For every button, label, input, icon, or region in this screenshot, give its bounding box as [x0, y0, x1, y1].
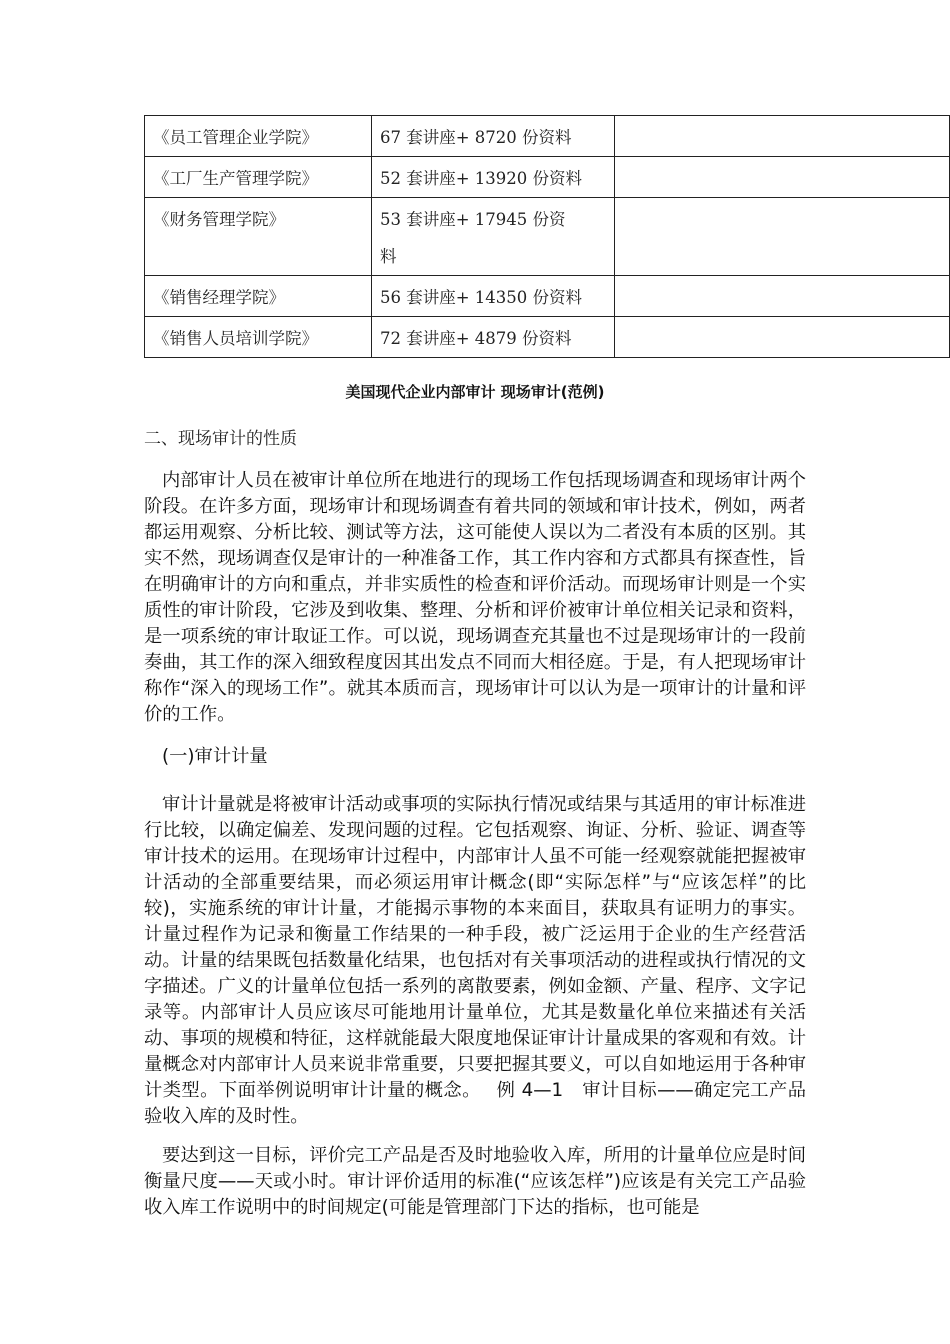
table-cell-content: 56 套讲座+ 14350 份资料 — [372, 276, 615, 317]
table-cell-name: 《销售经理学院》 — [145, 276, 372, 317]
subheading: (一)审计计量 — [162, 746, 268, 767]
table-row — [145, 116, 950, 157]
table-cell-content: 52 套讲座+ 13920 份资料 — [372, 157, 615, 198]
table-row — [145, 157, 950, 198]
table-cell-name: 《财务管理学院》 — [145, 198, 372, 276]
table-cell-content: 72 套讲座+ 4879 份资料 — [372, 317, 615, 358]
document-title: 美国现代企业内部审计 现场审计(范例) — [345, 383, 605, 401]
catalog-table — [144, 115, 950, 358]
table-cell-name: 《工厂生产管理学院》 — [145, 157, 372, 198]
table-cell-name: 《员工管理企业学院》 — [145, 116, 372, 157]
table-cell-name: 《销售人员培训学院》 — [145, 317, 372, 358]
table-cell-note — [615, 157, 950, 198]
table-cell-content: 53 套讲座+ 17945 份资料 — [372, 198, 615, 276]
paragraph: 要达到这一目标，评价完工产品是否及时地验收入库，所用的计量单位应是时间衡量尺度——天或小时。审计评价适用的标准(“应该怎样”)应该是有关完工产品验收入库工作说明中的时间规定(可能是管理部门下达的指标，也可能是 — [144, 1145, 806, 1218]
table-cell-note — [615, 276, 950, 317]
table-cell-note — [615, 317, 950, 358]
table-cell-note — [615, 198, 950, 276]
table-row — [145, 317, 950, 358]
table-cell-content: 67 套讲座+ 8720 份资料 — [372, 116, 615, 157]
paragraph: 内部审计人员在被审计单位所在地进行的现场工作包括现场调查和现场审计两个阶段。在许多方面，现场审计和现场调查有着共同的领域和审计技术，例如，两者都运用观察、分析比较、测试等方法，这可能使人误以为二者没有本质的区别。其实不然，现场调查仅是审计的一种准备工作，其工作内容和方式都具有探查性，旨在明确审计的方向和重点，并非实质性的检查和评价活动。而现场审计则是一个实质性的审计阶段，它涉及到收集、整理、分析和评价被审计单位相关记录和资料，是一项系统的审计取证工作。可以说，现场调查充其量也不过是现场审计的一段前奏曲，其工作的深入细致程度因其出发点不同而大相径庭。于是，有人把现场审计称作“深入的现场工作”。就其本质而言，现场审计可以认为是一项审计的计量和评价的工作。 — [144, 470, 806, 725]
table-row — [145, 198, 950, 276]
section-heading: 二、现场审计的性质 — [144, 429, 297, 449]
table-cell-note — [615, 116, 950, 157]
paragraph: 审计计量就是将被审计活动或事项的实际执行情况或结果与其适用的审计标准进行比较，以确定偏差、发现问题的过程。它包括观察、询证、分析、验证、调查等审计技术的运用。在现场审计过程中，内部审计人虽不可能一经观察就能把握被审计活动的全部重要结果，而必须运用审计概念(即“实际怎样”与“应该怎样”的比较)，实施系统的审计计量，才能揭示事物的本来面目，获取具有证明力的事实。计量过程作为记录和衡量工作结果的一种手段，被广泛运用于企业的生产经营活动。计量的结果既包括数量化结果，也包括对有关事项活动的进程或执行情况的文字描述。广义的计量单位包括一系列的离散要素，例如金额、产量、程序、文字记录等。内部审计人员应该尽可能地用计量单位，尤其是数量化单位来描述有关活动、事项的规模和特征，这样就能最大限度地保证审计计量成果的客观和有效。计量概念对内部审计人员来说非常重要，只要把握其要义，可以自如地运用于各种审计类型。下面举例说明审计计量的概念。 例 4—1 审计目标——确定完工产品验收入库的及时性。 — [144, 794, 806, 1127]
table-row — [145, 276, 950, 317]
